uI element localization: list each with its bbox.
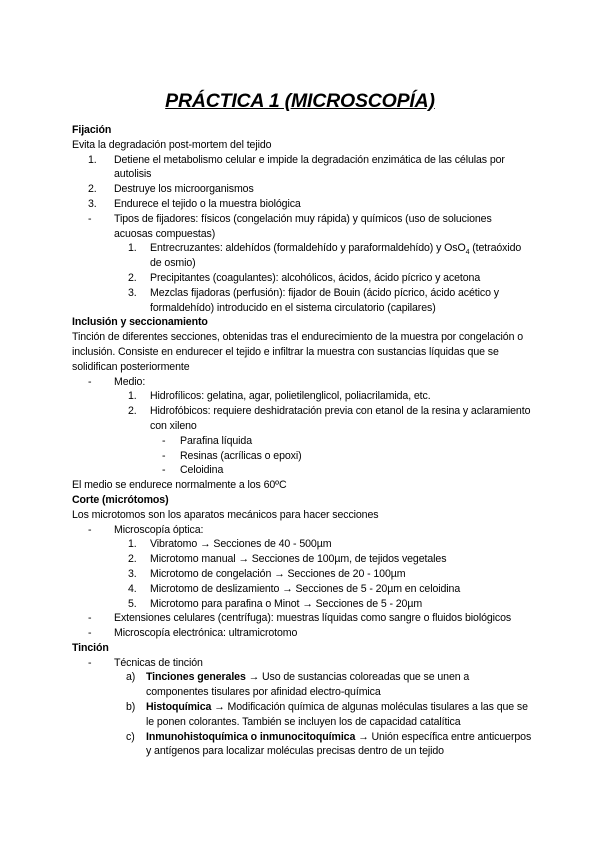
list-marker: - xyxy=(162,449,166,462)
list-item xyxy=(72,271,532,286)
list-item xyxy=(72,552,532,567)
page-title: PRÁCTICA 1 (MICROSCOPÍA) xyxy=(165,90,435,112)
list-item xyxy=(72,449,532,464)
subscript: 4 xyxy=(465,249,470,257)
list-marker: - xyxy=(88,627,92,640)
list-text: Hidrofílicos: gelatina, agar, polietilenglicol, poliacrilamida, etc. xyxy=(150,390,431,403)
list-marker: 2. xyxy=(88,183,97,196)
list-item xyxy=(72,212,532,242)
list-text: Extensiones celulares (centrífuga): muestras líquidas como sangre o fluidos biológicos xyxy=(114,612,512,625)
list-item xyxy=(72,611,532,626)
list-marker: - xyxy=(88,612,92,625)
inclusion-footer: El medio se endurece normalmente a los 60ºC xyxy=(72,479,287,492)
list-text: → Uso de sustancias coloreadas que se unen a componentes tisulares por afinidad electro-química xyxy=(146,671,470,699)
list-marker: 5. xyxy=(128,597,137,610)
list-item xyxy=(72,286,532,316)
list-marker: 1. xyxy=(128,538,137,551)
list-marker: a) xyxy=(126,671,136,684)
list-text: Parafina líquida xyxy=(180,434,253,447)
list-item xyxy=(72,670,532,700)
list-text: Microtomo de congelación → Secciones de 20 - 100µm xyxy=(150,567,406,580)
list-text-tail: (tetraóxido de osmio) xyxy=(150,242,522,270)
list-marker: 2. xyxy=(128,553,137,566)
list-text: Destruye los microorganismos xyxy=(114,183,254,196)
list-item xyxy=(72,389,532,404)
list-text: Resinas (acrílicas o epoxi) xyxy=(180,449,302,462)
list-item xyxy=(72,730,532,760)
list-item xyxy=(72,153,532,183)
list-marker: 3. xyxy=(128,567,137,580)
list-item xyxy=(72,463,532,478)
list-item xyxy=(72,197,532,212)
list-marker: - xyxy=(162,464,166,477)
document-body xyxy=(72,123,532,759)
list-marker: - xyxy=(88,656,92,669)
list-text: Microscopía óptica: xyxy=(114,523,204,536)
list-item xyxy=(72,434,532,449)
list-marker: 2. xyxy=(128,405,137,418)
list-text: Hidrofóbicos: requiere deshidratación previa con etanol de la resina y aclaramiento con xileno xyxy=(150,405,531,432)
heading-tincion: Tinción xyxy=(72,641,109,654)
list-marker: - xyxy=(88,212,92,225)
list-marker: 1. xyxy=(128,242,137,255)
list-item xyxy=(72,582,532,597)
list-text: Celoidina xyxy=(180,464,224,477)
list-marker: - xyxy=(88,375,92,388)
list-item xyxy=(72,597,532,612)
list-item xyxy=(72,182,532,197)
list-marker: - xyxy=(88,523,92,536)
list-marker: c) xyxy=(126,730,135,743)
list-item xyxy=(72,523,532,538)
list-item xyxy=(72,241,532,271)
list-text: Microtomo de deslizamiento → Secciones de 5 - 20µm en celoidina xyxy=(150,582,461,595)
list-term: Histoquímica xyxy=(146,701,212,714)
list-marker: - xyxy=(162,434,166,447)
list-text: Microscopía electrónica: ultramicrotomo xyxy=(114,627,298,640)
list-item xyxy=(72,404,532,434)
list-marker: b) xyxy=(126,701,136,714)
list-text: Tipos de fijadores: físicos (congelación muy rápida) y químicos (uso de soluciones acuosas compuestas) xyxy=(114,212,492,240)
inclusion-intro: Tinción de diferentes secciones, obtenidas tras el endurecimiento de la muestra por congelación o inclusión. Consiste en endurecer el tejido e infiltrar la muestra con sustancias líquidas que se solidifican posteriormente xyxy=(72,331,524,373)
list-text: Microtomo para parafina o Minot → Secciones de 5 - 20µm xyxy=(150,597,423,610)
list-item xyxy=(72,656,532,671)
list-item xyxy=(72,375,532,390)
list-item xyxy=(72,537,532,552)
list-marker: 2. xyxy=(128,271,137,284)
list-text: Mezclas fijadoras (perfusión): fijador de Bouin (ácido pícrico, ácido acético y formaldehído) introducido en el sistema circulatorio (capilares) xyxy=(150,286,499,314)
heading-fijacion: Fijación xyxy=(72,124,112,136)
list-text: Detiene el metabolismo celular e impide la degradación enzimática de las células por autolisis xyxy=(114,153,505,181)
heading-inclusion: Inclusión y seccionamiento xyxy=(72,316,208,329)
list-text: Precipitantes (coagulantes): alcohólicos, ácidos, ácido pícrico y acetona xyxy=(150,271,481,284)
list-marker: 3. xyxy=(128,286,137,299)
list-term: Tinciones generales xyxy=(146,671,246,684)
list-text: Entrecruzantes: aldehídos (formaldehído y paraformaldehído) y OsO xyxy=(150,242,466,255)
list-text: Técnicas de tinción xyxy=(114,656,203,669)
list-text: Microtomo manual → Secciones de 100µm, de tejidos vegetales xyxy=(150,553,447,566)
list-text: Endurece el tejido o la muestra biológica xyxy=(114,197,301,210)
list-text: → Modificación química de algunas moléculas tisulares a las que se le ponen colorantes. También se incluyen los de capacidad catalítica xyxy=(146,701,528,728)
list-marker: 4. xyxy=(128,582,137,595)
list-text: Vibratomo → Secciones de 40 - 500µm xyxy=(150,538,332,551)
list-marker: 1. xyxy=(88,153,97,166)
list-item xyxy=(72,567,532,582)
list-item xyxy=(72,700,532,730)
corte-intro: Los microtomos son los aparatos mecánicos para hacer secciones xyxy=(72,508,379,521)
list-marker: 1. xyxy=(128,390,137,403)
fijacion-intro: Evita la degradación post-mortem del tejido xyxy=(72,138,272,151)
list-text: → Unión específica entre anticuerpos y antígenos para localizar moléculas precisas dentro de un tejido xyxy=(146,730,532,758)
list-marker: 3. xyxy=(88,197,97,210)
heading-corte: Corte (micrótomos) xyxy=(72,493,169,506)
list-text: Medio: xyxy=(114,375,146,388)
list-term: Inmunohistoquímica o inmunocitoquímica xyxy=(146,730,356,743)
list-item xyxy=(72,626,532,641)
